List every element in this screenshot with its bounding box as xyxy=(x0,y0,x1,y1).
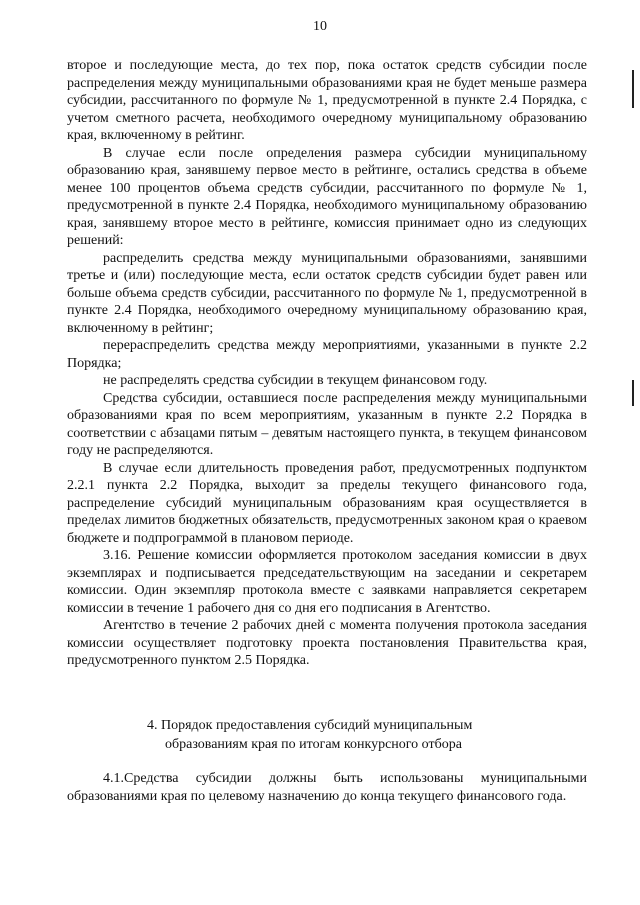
paragraph: Агентство в течение 2 рабочих дней с момента получения протокола заседания комиссии осуществляет подготовку проекта постановления Правительства края, предусмотренного пунктом 2.5 Порядка. xyxy=(67,618,587,668)
scan-edge-mark xyxy=(632,70,634,108)
paragraph: распределить средства между муниципальными образованиями, занявшими третье и (или) последующие места, если остаток средств субсидии будет равен или больше объема средств субсидии, рассчитанного по формуле № 1, предусмотренной в пункте 2.4 Порядка, необходимого очередному муниципальному образованию края, включенному в рейтинг; xyxy=(67,250,587,336)
document-body xyxy=(67,57,587,670)
scan-edge-mark xyxy=(632,380,634,406)
paragraph: В случае если после определения размера субсидии муниципальному образованию края, занявшему первое место в рейтинге, остались средства в объеме менее 100 процентов объема средств субсидии, рассчитанного по формуле № 1, предусмотренной в пункте 2.4 Порядка, необходимого муниципальному образованию края, занявшему второе место в рейтинге, комиссия принимает одно из следующих решений: xyxy=(67,145,587,248)
paragraph: Средства субсидии, оставшиеся после распределения между муниципальными образованиями края по всем мероприятиям, указанным в пункте 2.2 Порядка в соответствии с абзацами пятым – девятым настоящего пункта, в текущем финансовом году не распределяются. xyxy=(67,390,587,458)
section-heading-line: образованиям края по итогам конкурсного отбора xyxy=(165,737,462,752)
paragraph: В случае если длительность проведения работ, предусмотренных подпунктом 2.2.1 пункта 2.2 Порядка, выходит за пределы текущего финансового года, распределение субсидий муниципальным образованиям края осуществляется в пределах лимитов бюджетных обязательств, предусмотренных законом края о краевом бюджете и подпрограммой в плановом периоде. xyxy=(67,460,587,546)
page-number: 10 xyxy=(313,19,327,34)
section-heading xyxy=(67,716,587,754)
paragraph: не распределять средства субсидии в текущем финансовом году. xyxy=(103,373,488,388)
paragraph: перераспределить средства между мероприятиями, указанными в пункте 2.2 Порядка; xyxy=(67,338,587,371)
paragraph: 4.1.Средства субсидии должны быть использованы муниципальными образованиями края по целевому назначению до конца текущего финансового года. xyxy=(67,771,587,804)
paragraph: второе и последующие места, до тех пор, пока остаток средств субсидии после распределения между муниципальными образованиями края не будет меньше размера субсидии, рассчитанного по формуле № 1, предусмотренной в пункте 2.4 Порядка, с учетом сметного расчета, необходимого очередному муниципальному образованию края, включенному в рейтинг. xyxy=(67,58,587,143)
section-body xyxy=(67,770,587,805)
paragraph: 3.16. Решение комиссии оформляется протоколом заседания комиссии в двух экземплярах и подписывается председательствующим на заседании и секретарем комиссии. Один экземпляр протокола вместе с заявками направляется секретарем комиссии в течение 1 рабочего дня со дня его подписания в Агентство. xyxy=(67,548,587,616)
section-heading-line: 4. Порядок предоставления субсидий муниципальным xyxy=(147,718,473,733)
